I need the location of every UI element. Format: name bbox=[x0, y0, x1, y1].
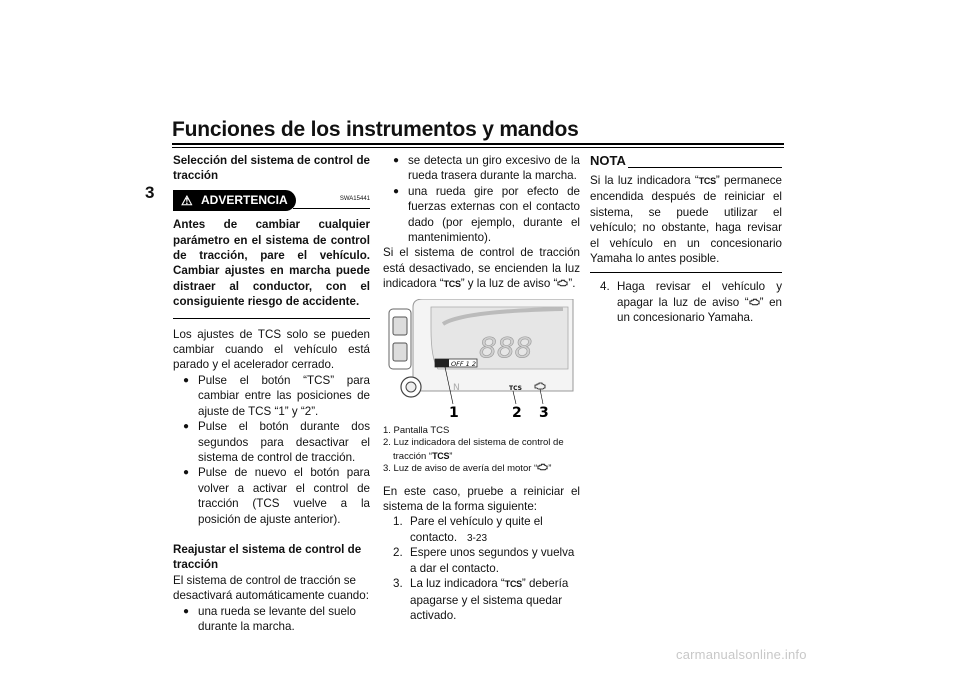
caption: 2. Luz indicadora del sistema de control de tracción “TCS” bbox=[383, 437, 564, 462]
caption: 1. Pantalla TCS bbox=[383, 424, 450, 436]
paragraph: En este caso, pruebe a reiniciar el sistema de la forma siguiente: bbox=[383, 484, 580, 514]
neutral-indicator: N bbox=[453, 382, 460, 393]
tcs-indicator-icon: TCS bbox=[504, 579, 522, 590]
section-number: 3 bbox=[145, 183, 155, 202]
warning-banner bbox=[173, 190, 370, 212]
engine-warning-icon bbox=[537, 463, 548, 471]
nota-rule bbox=[628, 167, 782, 168]
nota-header bbox=[590, 153, 782, 171]
nota-end-rule bbox=[590, 272, 782, 273]
tcs-display-text: OFF 1 2 bbox=[451, 359, 476, 368]
list-item: 2. Espere unos segundos y vuelva a dar el contacto. bbox=[393, 546, 575, 575]
list-item: ● Pulse el botón durante dos segundos para desactivar el sistema de control de tracción. bbox=[183, 419, 370, 465]
warning-code: SWA15441 bbox=[339, 195, 370, 202]
section-heading: Selección del sistema de control de tracción bbox=[173, 154, 370, 183]
warning-label: ⚠ ADVERTENCIA bbox=[173, 190, 296, 211]
callout-3: 3 bbox=[539, 404, 549, 419]
tcs-indicator-light: TCS bbox=[509, 384, 522, 392]
warning-triangle-icon: ⚠ bbox=[181, 192, 193, 208]
title-rule bbox=[172, 143, 784, 145]
paragraph: Si el sistema de control de tracción está desactivado, se encienden la luz indicadora “TCS” y la luz de aviso “ ”. bbox=[383, 246, 580, 291]
caption: 3. Luz de aviso de avería del motor “ ” bbox=[383, 463, 552, 475]
instrument-panel-figure bbox=[383, 299, 580, 419]
page-number: 3-23 bbox=[467, 533, 488, 544]
tcs-indicator-icon: TCS bbox=[432, 450, 450, 461]
warning-rule bbox=[293, 208, 370, 209]
list-item: ● Pulse el botón “TCS” para cambiar entre las posiciones de ajuste de TCS “1” y “2”. bbox=[183, 373, 370, 419]
warning-end-rule bbox=[173, 318, 370, 319]
list-item: 1. Pare el vehículo y quite el contacto. bbox=[393, 515, 543, 544]
engine-warning-icon bbox=[557, 279, 568, 287]
section-heading-2: Reajustar el sistema de control de tracción bbox=[173, 542, 362, 572]
list-item: 3. La luz indicadora “TCS” debería apagarse y el sistema quedar activado. bbox=[393, 577, 569, 622]
paragraph: El sistema de control de tracción se desactivará automáticamente cuando: bbox=[173, 573, 369, 603]
column-3 bbox=[590, 153, 782, 326]
list-item: ● una rueda se levante del suelo durante la marcha. bbox=[183, 604, 370, 635]
nota-label: NOTA bbox=[590, 153, 626, 168]
speed-digits: 888 bbox=[479, 330, 533, 364]
callout-2: 2 bbox=[512, 404, 522, 419]
intro-paragraph: Los ajustes de TCS solo se pueden cambiar cuando el vehículo está parado y el acelerador cerrado. bbox=[173, 327, 370, 372]
list-item: ● una rueda gire por efecto de fuerzas externas con el contacto dado (por ejemplo, durante el mantenimiento). bbox=[393, 184, 580, 246]
title-rule-thin bbox=[172, 147, 784, 148]
list-item: 4. Haga revisar el vehículo y apagar la luz de aviso “ ” en un concesionario Yamaha. bbox=[600, 280, 782, 325]
nota-text: Si la luz indicadora “TCS” permanece encendida después de reiniciar el sistema, se puede utilizar el vehículo; no obstante, haga revisar el vehículo en un concesionario Yamaha lo antes posible. bbox=[590, 174, 782, 266]
watermark: carmanualsonline.info bbox=[676, 647, 807, 662]
column-2 bbox=[383, 153, 580, 623]
warning-text: Antes de cambiar cualquier parámetro en el sistema de control de tracción, pare el vehículo. Cambiar ajustes en marcha puede distraer al conductor, con el consiguiente riesgo de accidente. bbox=[173, 218, 370, 309]
list-item: ● Pulse de nuevo el botón para volver a activar el control de tracción (TCS vuelve a la posición de ajuste anterior). bbox=[183, 465, 370, 527]
list-item: ● se detecta un giro excesivo de la rueda trasera durante la marcha. bbox=[393, 153, 580, 184]
tcs-indicator-icon: TCS bbox=[443, 279, 461, 290]
page-title: Funciones de los instrumentos y mandos bbox=[172, 118, 579, 141]
column-1 bbox=[173, 153, 370, 634]
callout-1: 1 bbox=[449, 404, 459, 419]
tcs-indicator-icon: TCS bbox=[698, 176, 716, 186]
engine-warning-icon bbox=[749, 298, 760, 306]
